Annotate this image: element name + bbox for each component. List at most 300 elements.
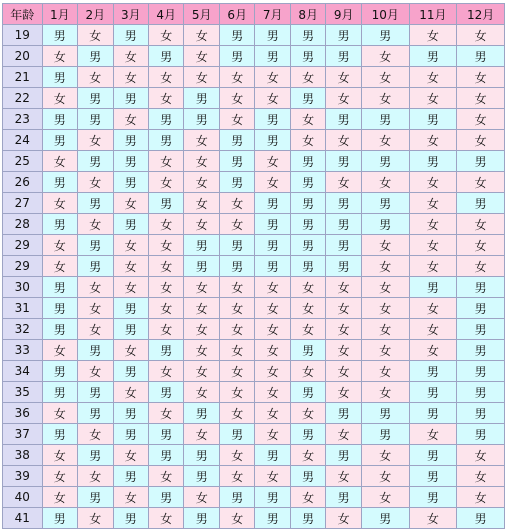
- girl-cell: 女: [326, 382, 360, 402]
- girl-cell: 女: [114, 109, 148, 129]
- boy-cell: 男: [410, 46, 457, 66]
- boy-cell: 男: [291, 25, 325, 45]
- month-column-header: 9月: [326, 4, 360, 24]
- table-row: [3, 214, 504, 234]
- girl-cell: 女: [220, 382, 254, 402]
- boy-cell: 男: [220, 487, 254, 507]
- age-cell: 35: [3, 382, 42, 402]
- girl-cell: 女: [78, 130, 112, 150]
- girl-cell: 女: [78, 25, 112, 45]
- girl-cell: 女: [149, 466, 183, 486]
- girl-cell: 女: [43, 193, 77, 213]
- girl-cell: 女: [220, 508, 254, 528]
- girl-cell: 女: [220, 193, 254, 213]
- boy-cell: 男: [362, 508, 409, 528]
- girl-cell: 女: [362, 256, 409, 276]
- girl-cell: 女: [149, 67, 183, 87]
- boy-cell: 男: [291, 88, 325, 108]
- boy-cell: 男: [149, 445, 183, 465]
- table-row: [3, 403, 504, 423]
- table-row: [3, 445, 504, 465]
- girl-cell: 女: [410, 424, 457, 444]
- boy-cell: 男: [43, 67, 77, 87]
- girl-cell: 女: [114, 487, 148, 507]
- girl-cell: 女: [410, 193, 457, 213]
- girl-cell: 女: [255, 88, 289, 108]
- boy-cell: 男: [220, 424, 254, 444]
- girl-cell: 女: [149, 172, 183, 192]
- girl-cell: 女: [149, 319, 183, 339]
- girl-cell: 女: [457, 109, 504, 129]
- table-row: [3, 256, 504, 276]
- boy-cell: 男: [457, 151, 504, 171]
- girl-cell: 女: [43, 235, 77, 255]
- girl-cell: 女: [43, 466, 77, 486]
- age-cell: 27: [3, 193, 42, 213]
- table-row: [3, 67, 504, 87]
- age-cell: 41: [3, 508, 42, 528]
- month-column-header: 4月: [149, 4, 183, 24]
- girl-cell: 女: [255, 466, 289, 486]
- boy-cell: 男: [255, 508, 289, 528]
- girl-cell: 女: [362, 445, 409, 465]
- age-cell: 24: [3, 130, 42, 150]
- girl-cell: 女: [220, 277, 254, 297]
- boy-cell: 男: [184, 466, 218, 486]
- boy-cell: 男: [255, 235, 289, 255]
- girl-cell: 女: [114, 382, 148, 402]
- girl-cell: 女: [184, 193, 218, 213]
- girl-cell: 女: [184, 298, 218, 318]
- girl-cell: 女: [255, 67, 289, 87]
- boy-cell: 男: [457, 361, 504, 381]
- girl-cell: 女: [362, 130, 409, 150]
- girl-cell: 女: [114, 67, 148, 87]
- girl-cell: 女: [43, 151, 77, 171]
- girl-cell: 女: [362, 319, 409, 339]
- table-row: [3, 130, 504, 150]
- girl-cell: 女: [78, 172, 112, 192]
- month-column-header: 11月: [410, 4, 457, 24]
- month-column-header: 1月: [43, 4, 77, 24]
- boy-cell: 男: [220, 235, 254, 255]
- girl-cell: 女: [255, 403, 289, 423]
- girl-cell: 女: [78, 508, 112, 528]
- girl-cell: 女: [255, 340, 289, 360]
- boy-cell: 男: [114, 172, 148, 192]
- girl-cell: 女: [362, 382, 409, 402]
- boy-cell: 男: [457, 508, 504, 528]
- boy-cell: 男: [362, 193, 409, 213]
- boy-cell: 男: [43, 130, 77, 150]
- boy-cell: 男: [457, 382, 504, 402]
- girl-cell: 女: [362, 88, 409, 108]
- girl-cell: 女: [457, 487, 504, 507]
- boy-cell: 男: [149, 382, 183, 402]
- boy-cell: 男: [457, 193, 504, 213]
- girl-cell: 女: [78, 214, 112, 234]
- girl-cell: 女: [326, 88, 360, 108]
- table-row: [3, 235, 504, 255]
- boy-cell: 男: [362, 424, 409, 444]
- boy-cell: 男: [78, 256, 112, 276]
- girl-cell: 女: [457, 445, 504, 465]
- boy-cell: 男: [326, 487, 360, 507]
- girl-cell: 女: [326, 361, 360, 381]
- girl-cell: 女: [184, 46, 218, 66]
- girl-cell: 女: [326, 424, 360, 444]
- boy-cell: 男: [184, 508, 218, 528]
- girl-cell: 女: [78, 424, 112, 444]
- girl-cell: 女: [291, 277, 325, 297]
- boy-cell: 男: [291, 46, 325, 66]
- girl-cell: 女: [78, 277, 112, 297]
- boy-cell: 男: [43, 172, 77, 192]
- boy-cell: 男: [255, 130, 289, 150]
- boy-cell: 男: [326, 235, 360, 255]
- girl-cell: 女: [149, 151, 183, 171]
- boy-cell: 男: [114, 361, 148, 381]
- girl-cell: 女: [184, 172, 218, 192]
- girl-cell: 女: [220, 403, 254, 423]
- girl-cell: 女: [410, 88, 457, 108]
- table-row: [3, 151, 504, 171]
- girl-cell: 女: [326, 298, 360, 318]
- boy-cell: 男: [291, 151, 325, 171]
- boy-cell: 男: [78, 340, 112, 360]
- boy-cell: 男: [78, 382, 112, 402]
- boy-cell: 男: [43, 298, 77, 318]
- girl-cell: 女: [184, 151, 218, 171]
- age-cell: 25: [3, 151, 42, 171]
- age-cell: 40: [3, 487, 42, 507]
- girl-cell: 女: [43, 256, 77, 276]
- boy-cell: 男: [291, 214, 325, 234]
- boy-cell: 男: [326, 46, 360, 66]
- boy-cell: 男: [78, 46, 112, 66]
- girl-cell: 女: [149, 298, 183, 318]
- table-row: [3, 25, 504, 45]
- girl-cell: 女: [457, 172, 504, 192]
- girl-cell: 女: [184, 319, 218, 339]
- girl-cell: 女: [43, 487, 77, 507]
- girl-cell: 女: [149, 25, 183, 45]
- boy-cell: 男: [255, 193, 289, 213]
- month-column-header: 2月: [78, 4, 112, 24]
- girl-cell: 女: [149, 508, 183, 528]
- girl-cell: 女: [326, 508, 360, 528]
- girl-cell: 女: [291, 130, 325, 150]
- girl-cell: 女: [149, 277, 183, 297]
- boy-cell: 男: [220, 25, 254, 45]
- girl-cell: 女: [149, 214, 183, 234]
- girl-cell: 女: [220, 88, 254, 108]
- month-column-header: 8月: [291, 4, 325, 24]
- age-cell: 33: [3, 340, 42, 360]
- girl-cell: 女: [255, 277, 289, 297]
- boy-cell: 男: [291, 508, 325, 528]
- girl-cell: 女: [410, 298, 457, 318]
- boy-cell: 男: [184, 88, 218, 108]
- month-column-header: 5月: [184, 4, 218, 24]
- girl-cell: 女: [114, 235, 148, 255]
- girl-cell: 女: [43, 340, 77, 360]
- boy-cell: 男: [78, 487, 112, 507]
- age-cell: 37: [3, 424, 42, 444]
- girl-cell: 女: [326, 277, 360, 297]
- girl-cell: 女: [362, 235, 409, 255]
- boy-cell: 男: [184, 256, 218, 276]
- girl-cell: 女: [362, 46, 409, 66]
- boy-cell: 男: [255, 214, 289, 234]
- girl-cell: 女: [410, 130, 457, 150]
- age-cell: 36: [3, 403, 42, 423]
- boy-cell: 男: [291, 424, 325, 444]
- boy-cell: 男: [362, 403, 409, 423]
- girl-cell: 女: [410, 235, 457, 255]
- girl-cell: 女: [362, 298, 409, 318]
- boy-cell: 男: [255, 109, 289, 129]
- girl-cell: 女: [362, 361, 409, 381]
- girl-cell: 女: [410, 340, 457, 360]
- month-column-header: 6月: [220, 4, 254, 24]
- girl-cell: 女: [410, 508, 457, 528]
- girl-cell: 女: [457, 25, 504, 45]
- boy-cell: 男: [149, 109, 183, 129]
- girl-cell: 女: [184, 67, 218, 87]
- age-cell: 28: [3, 214, 42, 234]
- table-row: [3, 340, 504, 360]
- girl-cell: 女: [291, 361, 325, 381]
- boy-cell: 男: [410, 361, 457, 381]
- boy-cell: 男: [184, 109, 218, 129]
- boy-cell: 男: [149, 46, 183, 66]
- age-cell: 39: [3, 466, 42, 486]
- girl-cell: 女: [220, 319, 254, 339]
- girl-cell: 女: [220, 67, 254, 87]
- girl-cell: 女: [291, 67, 325, 87]
- boy-cell: 男: [457, 424, 504, 444]
- girl-cell: 女: [291, 319, 325, 339]
- girl-cell: 女: [255, 319, 289, 339]
- girl-cell: 女: [184, 25, 218, 45]
- boy-cell: 男: [149, 130, 183, 150]
- girl-cell: 女: [184, 382, 218, 402]
- boy-cell: 男: [362, 151, 409, 171]
- boy-cell: 男: [114, 403, 148, 423]
- table-body: [3, 25, 504, 528]
- girl-cell: 女: [184, 277, 218, 297]
- girl-cell: 女: [43, 403, 77, 423]
- girl-cell: 女: [326, 466, 360, 486]
- boy-cell: 男: [291, 340, 325, 360]
- girl-cell: 女: [220, 445, 254, 465]
- girl-cell: 女: [457, 130, 504, 150]
- girl-cell: 女: [184, 424, 218, 444]
- girl-cell: 女: [326, 130, 360, 150]
- boy-cell: 男: [410, 466, 457, 486]
- boy-cell: 男: [114, 88, 148, 108]
- girl-cell: 女: [362, 172, 409, 192]
- girl-cell: 女: [149, 88, 183, 108]
- girl-cell: 女: [255, 382, 289, 402]
- month-column-header: 12月: [457, 4, 504, 24]
- table-row: [3, 277, 504, 297]
- girl-cell: 女: [220, 109, 254, 129]
- boy-cell: 男: [457, 298, 504, 318]
- boy-cell: 男: [114, 424, 148, 444]
- girl-cell: 女: [410, 67, 457, 87]
- girl-cell: 女: [362, 466, 409, 486]
- age-cell: 19: [3, 25, 42, 45]
- boy-cell: 男: [326, 25, 360, 45]
- girl-cell: 女: [457, 466, 504, 486]
- boy-cell: 男: [78, 88, 112, 108]
- boy-cell: 男: [220, 46, 254, 66]
- girl-cell: 女: [220, 361, 254, 381]
- boy-cell: 男: [114, 298, 148, 318]
- boy-cell: 男: [78, 403, 112, 423]
- boy-cell: 男: [43, 109, 77, 129]
- boy-cell: 男: [149, 193, 183, 213]
- boy-cell: 男: [43, 361, 77, 381]
- boy-cell: 男: [220, 130, 254, 150]
- age-cell: 38: [3, 445, 42, 465]
- boy-cell: 男: [410, 277, 457, 297]
- boy-cell: 男: [362, 109, 409, 129]
- boy-cell: 男: [78, 151, 112, 171]
- girl-cell: 女: [114, 46, 148, 66]
- boy-cell: 男: [255, 46, 289, 66]
- girl-cell: 女: [410, 319, 457, 339]
- boy-cell: 男: [255, 25, 289, 45]
- boy-cell: 男: [114, 466, 148, 486]
- boy-cell: 男: [114, 214, 148, 234]
- girl-cell: 女: [184, 214, 218, 234]
- girl-cell: 女: [78, 319, 112, 339]
- girl-cell: 女: [78, 67, 112, 87]
- age-cell: 29: [3, 235, 42, 255]
- gender-chart-container: [2, 3, 505, 529]
- boy-cell: 男: [291, 382, 325, 402]
- boy-cell: 男: [291, 466, 325, 486]
- boy-cell: 男: [410, 445, 457, 465]
- boy-cell: 男: [410, 403, 457, 423]
- boy-cell: 男: [43, 382, 77, 402]
- girl-cell: 女: [114, 445, 148, 465]
- age-cell: 30: [3, 277, 42, 297]
- girl-cell: 女: [78, 298, 112, 318]
- girl-cell: 女: [43, 88, 77, 108]
- girl-cell: 女: [291, 403, 325, 423]
- age-cell: 32: [3, 319, 42, 339]
- gender-prediction-table: [2, 3, 505, 529]
- girl-cell: 女: [149, 235, 183, 255]
- girl-cell: 女: [78, 361, 112, 381]
- boy-cell: 男: [43, 508, 77, 528]
- girl-cell: 女: [149, 403, 183, 423]
- girl-cell: 女: [255, 172, 289, 192]
- girl-cell: 女: [457, 88, 504, 108]
- girl-cell: 女: [43, 445, 77, 465]
- boy-cell: 男: [43, 214, 77, 234]
- boy-cell: 男: [362, 25, 409, 45]
- girl-cell: 女: [43, 46, 77, 66]
- boy-cell: 男: [291, 256, 325, 276]
- girl-cell: 女: [220, 214, 254, 234]
- table-row: [3, 361, 504, 381]
- girl-cell: 女: [410, 25, 457, 45]
- table-header-row: [3, 4, 504, 24]
- table-row: [3, 172, 504, 192]
- boy-cell: 男: [326, 256, 360, 276]
- boy-cell: 男: [255, 487, 289, 507]
- boy-cell: 男: [410, 151, 457, 171]
- boy-cell: 男: [184, 403, 218, 423]
- girl-cell: 女: [457, 235, 504, 255]
- boy-cell: 男: [184, 235, 218, 255]
- girl-cell: 女: [255, 361, 289, 381]
- age-cell: 26: [3, 172, 42, 192]
- girl-cell: 女: [326, 340, 360, 360]
- age-cell: 21: [3, 67, 42, 87]
- boy-cell: 男: [326, 445, 360, 465]
- age-cell: 22: [3, 88, 42, 108]
- age-cell: 29: [3, 256, 42, 276]
- girl-cell: 女: [220, 340, 254, 360]
- girl-cell: 女: [149, 361, 183, 381]
- boy-cell: 男: [78, 193, 112, 213]
- boy-cell: 男: [43, 319, 77, 339]
- girl-cell: 女: [457, 67, 504, 87]
- girl-cell: 女: [457, 214, 504, 234]
- girl-cell: 女: [255, 424, 289, 444]
- boy-cell: 男: [114, 25, 148, 45]
- month-column-header: 7月: [255, 4, 289, 24]
- boy-cell: 男: [291, 172, 325, 192]
- girl-cell: 女: [184, 130, 218, 150]
- girl-cell: 女: [362, 487, 409, 507]
- boy-cell: 男: [457, 319, 504, 339]
- table-row: [3, 46, 504, 66]
- girl-cell: 女: [291, 445, 325, 465]
- girl-cell: 女: [291, 298, 325, 318]
- boy-cell: 男: [326, 193, 360, 213]
- table-row: [3, 88, 504, 108]
- girl-cell: 女: [326, 172, 360, 192]
- girl-cell: 女: [362, 67, 409, 87]
- boy-cell: 男: [149, 424, 183, 444]
- boy-cell: 男: [114, 319, 148, 339]
- boy-cell: 男: [114, 508, 148, 528]
- boy-cell: 男: [291, 193, 325, 213]
- girl-cell: 女: [326, 319, 360, 339]
- boy-cell: 男: [149, 487, 183, 507]
- girl-cell: 女: [255, 298, 289, 318]
- table-row: [3, 298, 504, 318]
- boy-cell: 男: [114, 130, 148, 150]
- boy-cell: 男: [78, 445, 112, 465]
- girl-cell: 女: [326, 67, 360, 87]
- girl-cell: 女: [114, 340, 148, 360]
- boy-cell: 男: [78, 109, 112, 129]
- boy-cell: 男: [255, 445, 289, 465]
- boy-cell: 男: [457, 46, 504, 66]
- girl-cell: 女: [114, 256, 148, 276]
- boy-cell: 男: [114, 151, 148, 171]
- girl-cell: 女: [184, 487, 218, 507]
- age-column-header: 年龄: [3, 4, 42, 24]
